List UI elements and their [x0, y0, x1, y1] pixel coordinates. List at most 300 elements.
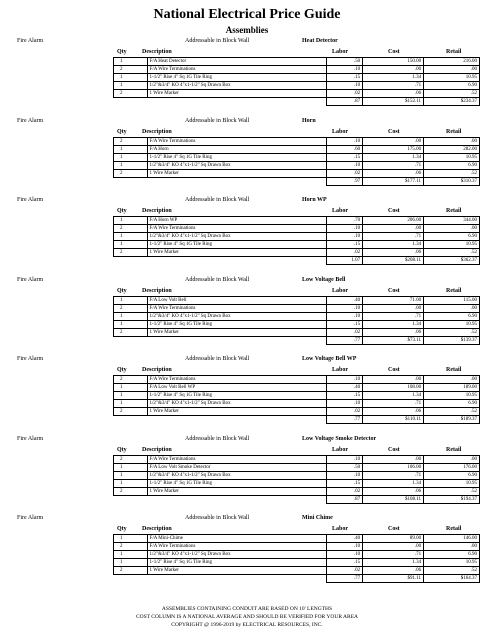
- assembly-section: [0, 435, 494, 515]
- column-header-retail: Retail: [446, 526, 462, 532]
- retail-cell: 115.00: [424, 296, 480, 304]
- qty-cell: 2: [114, 169, 148, 177]
- retail-cell: .00: [424, 225, 480, 233]
- cost-cell: .71: [363, 471, 424, 479]
- total-row: [114, 416, 480, 424]
- retail-cell: 10.95: [424, 241, 480, 249]
- description-cell: F/A Heat Detector: [147, 58, 327, 66]
- assembly-section: [0, 196, 494, 276]
- total-labor: .77: [327, 575, 363, 583]
- labor-cell: .02: [327, 90, 363, 98]
- labor-cell: .10: [327, 455, 363, 463]
- cost-cell: .71: [363, 233, 424, 241]
- total-cost: $177.11: [363, 177, 424, 185]
- qty-cell: 1: [114, 479, 148, 487]
- table-row: [114, 137, 480, 145]
- table-row: [114, 487, 480, 495]
- retail-cell: 6.90: [424, 400, 480, 408]
- labor-cell: .02: [327, 328, 363, 336]
- retail-cell: 6.90: [424, 471, 480, 479]
- cost-cell: 1.34: [363, 320, 424, 328]
- labor-cell: .10: [327, 400, 363, 408]
- labor-cell: .15: [327, 153, 363, 161]
- table-row: [114, 471, 480, 479]
- section-header: [0, 276, 494, 285]
- labor-cell: .02: [327, 408, 363, 416]
- qty-cell: 2: [114, 376, 148, 384]
- table-row: [114, 304, 480, 312]
- retail-cell: .52: [424, 487, 480, 495]
- column-header-description: Description: [142, 208, 172, 214]
- section-description: Addressable in Block Wall: [185, 117, 250, 124]
- table-row: [114, 145, 480, 153]
- description-cell: F/A Mini-Chime: [147, 535, 327, 543]
- description-cell: 1/2"&3/4" KO 4"x1-1/2" Sq Drawn Box: [147, 82, 327, 90]
- qty-cell: 1: [114, 217, 148, 225]
- total-cost: $73.11: [363, 336, 424, 344]
- section-description: Addressable in Block Wall: [185, 197, 250, 203]
- total-row: [114, 98, 480, 106]
- assembly-section: [0, 276, 494, 356]
- total-retail: $234.37: [424, 98, 480, 106]
- description-cell: 1-1/2" Rise 4" Sq 1G Tile Ring: [147, 479, 327, 487]
- table-row: [114, 225, 480, 233]
- table-row: [114, 567, 480, 575]
- labor-cell: .15: [327, 559, 363, 567]
- total-labor: .87: [327, 495, 363, 503]
- retail-cell: .00: [424, 137, 480, 145]
- labor-cell: .10: [327, 233, 363, 241]
- section-category: Fire Alarm: [17, 117, 44, 124]
- section-assembly-name: Horn: [302, 117, 316, 124]
- retail-cell: .52: [424, 90, 480, 98]
- cost-cell: 108.00: [363, 384, 424, 392]
- section-assembly-name: Low Voltage Smoke Detector: [302, 435, 377, 442]
- description-cell: 1/2"&3/4" KO 4"x1-1/2" Sq Drawn Box: [147, 312, 327, 320]
- qty-cell: 2: [114, 455, 148, 463]
- qty-cell: 1: [114, 471, 148, 479]
- column-header-row: [0, 205, 494, 215]
- column-header-description: Description: [142, 128, 172, 135]
- total-row: [114, 336, 480, 344]
- qty-cell: 1: [114, 233, 148, 241]
- column-header-description: Description: [142, 446, 172, 453]
- qty-cell: 1: [114, 145, 148, 153]
- section-header: [0, 196, 494, 205]
- cost-cell: 1.34: [363, 479, 424, 487]
- section-header: [0, 37, 494, 46]
- section-header: [0, 355, 494, 364]
- section-header: [0, 117, 494, 126]
- total-cost: $152.11: [363, 98, 424, 106]
- assembly-section: [0, 355, 494, 435]
- cost-cell: .71: [363, 551, 424, 559]
- cost-cell: 1.34: [363, 241, 424, 249]
- total-cost: $91.11: [363, 575, 424, 583]
- section-assembly-name: Horn WP: [302, 197, 327, 203]
- table-row: [114, 74, 480, 82]
- description-cell: F/A Low Volt Smoke Detector: [147, 463, 327, 471]
- labor-cell: .10: [327, 161, 363, 169]
- total-row: [114, 495, 480, 503]
- total-row: [114, 177, 480, 185]
- description-cell: F/A Low Volt Bell WP: [147, 384, 327, 392]
- column-header-labor: Labor: [332, 446, 349, 453]
- description-cell: F/A Wire Terminations: [147, 304, 327, 312]
- cost-cell: .00: [363, 66, 424, 74]
- column-header-row: [0, 364, 494, 374]
- description-cell: 1 Wire Marker: [147, 487, 327, 495]
- column-header-qty: Qty: [117, 49, 127, 55]
- description-cell: F/A Wire Terminations: [147, 455, 327, 463]
- total-row: [114, 575, 480, 583]
- labor-cell: .40: [327, 384, 363, 392]
- retail-cell: 176.00: [424, 463, 480, 471]
- column-header-cost: Cost: [388, 49, 400, 55]
- labor-cell: .50: [327, 58, 363, 66]
- section-header: [0, 514, 494, 523]
- column-header-retail: Retail: [446, 208, 462, 214]
- labor-cell: .10: [327, 551, 363, 559]
- qty-cell: 1: [114, 58, 148, 66]
- qty-cell: 1: [114, 400, 148, 408]
- description-cell: 1 Wire Marker: [147, 408, 327, 416]
- column-header-cost: Cost: [388, 128, 400, 135]
- total-cost: $108.11: [363, 495, 424, 503]
- description-cell: F/A Wire Terminations: [147, 376, 327, 384]
- column-header-labor: Labor: [332, 367, 349, 373]
- labor-cell: .10: [327, 225, 363, 233]
- qty-cell: 2: [114, 249, 148, 257]
- labor-cell: .15: [327, 320, 363, 328]
- column-header-retail: Retail: [446, 446, 462, 453]
- cost-cell: .71: [363, 82, 424, 90]
- cost-cell: 175.00: [363, 145, 424, 153]
- qty-cell: 1: [114, 82, 148, 90]
- section-assembly-name: Low Voltage Bell: [302, 276, 346, 283]
- column-header-description: Description: [142, 526, 172, 532]
- labor-cell: .70: [327, 217, 363, 225]
- retail-cell: 10.95: [424, 392, 480, 400]
- description-cell: 1-1/2" Rise 4" Sq 1G Tile Ring: [147, 241, 327, 249]
- description-cell: F/A Wire Terminations: [147, 66, 327, 74]
- retail-cell: .00: [424, 376, 480, 384]
- description-cell: 1 Wire Marker: [147, 328, 327, 336]
- labor-cell: .02: [327, 249, 363, 257]
- section-description: Addressable in Block Wall: [185, 356, 250, 362]
- section-assembly-name: Mini Chime: [302, 515, 333, 521]
- qty-cell: 1: [114, 153, 148, 161]
- page-subtitle: Assemblies: [225, 25, 269, 35]
- qty-cell: 1: [114, 384, 148, 392]
- total-retail: $139.37: [424, 336, 480, 344]
- column-header-row: [0, 523, 494, 533]
- retail-cell: 6.90: [424, 551, 480, 559]
- table-row: [114, 384, 480, 392]
- column-header-retail: Retail: [446, 287, 462, 294]
- retail-cell: .52: [424, 169, 480, 177]
- section-category: Fire Alarm: [17, 435, 44, 442]
- column-header-qty: Qty: [117, 367, 127, 373]
- total-labor: 1.07: [327, 257, 363, 265]
- labor-cell: .02: [327, 169, 363, 177]
- qty-cell: 1: [114, 392, 148, 400]
- column-header-row: [0, 285, 494, 295]
- retail-cell: 6.90: [424, 312, 480, 320]
- retail-cell: .00: [424, 543, 480, 551]
- description-cell: F/A Low Volt Bell: [147, 296, 327, 304]
- labor-cell: .10: [327, 471, 363, 479]
- qty-cell: 1: [114, 296, 148, 304]
- assembly-sections: [0, 37, 494, 594]
- column-header-labor: Labor: [332, 128, 349, 135]
- description-cell: 1/2"&3/4" KO 4"x1-1/2" Sq Drawn Box: [147, 161, 327, 169]
- table-row: [114, 400, 480, 408]
- retail-cell: 10.95: [424, 153, 480, 161]
- column-header-qty: Qty: [117, 287, 127, 294]
- retail-cell: .00: [424, 66, 480, 74]
- description-cell: F/A Horn WP: [147, 217, 327, 225]
- cost-cell: 206.00: [363, 217, 424, 225]
- cost-cell: .00: [363, 455, 424, 463]
- column-header-cost: Cost: [388, 208, 400, 214]
- total-row: [114, 257, 480, 265]
- cost-cell: .00: [363, 376, 424, 384]
- labor-cell: .50: [327, 463, 363, 471]
- table-row: [114, 90, 480, 98]
- qty-cell: 2: [114, 543, 148, 551]
- retail-cell: 216.00: [424, 58, 480, 66]
- labor-cell: .15: [327, 241, 363, 249]
- qty-cell: 1: [114, 74, 148, 82]
- table-row: [114, 463, 480, 471]
- table-row: [114, 328, 480, 336]
- labor-cell: .10: [327, 376, 363, 384]
- qty-cell: 1: [114, 312, 148, 320]
- qty-cell: 2: [114, 567, 148, 575]
- qty-cell: 1: [114, 320, 148, 328]
- column-header-cost: Cost: [388, 367, 400, 373]
- labor-cell: .10: [327, 137, 363, 145]
- labor-cell: .60: [327, 145, 363, 153]
- column-header-description: Description: [142, 367, 172, 373]
- cost-cell: .71: [363, 161, 424, 169]
- total-labor: .97: [327, 177, 363, 185]
- column-header-qty: Qty: [117, 526, 127, 532]
- retail-cell: 6.90: [424, 82, 480, 90]
- description-cell: 1-1/2" Rise 4" Sq 1G Tile Ring: [147, 320, 327, 328]
- qty-cell: 2: [114, 137, 148, 145]
- labor-cell: .02: [327, 567, 363, 575]
- description-cell: F/A Wire Terminations: [147, 225, 327, 233]
- column-header-cost: Cost: [388, 526, 400, 532]
- retail-cell: 10.95: [424, 74, 480, 82]
- labor-cell: .10: [327, 543, 363, 551]
- table-row: [114, 66, 480, 74]
- description-cell: 1-1/2" Rise 4" Sq 1G Tile Ring: [147, 153, 327, 161]
- qty-cell: 1: [114, 463, 148, 471]
- section-category: Fire Alarm: [17, 38, 44, 44]
- description-cell: 1/2"&3/4" KO 4"x1-1/2" Sq Drawn Box: [147, 471, 327, 479]
- column-header-description: Description: [142, 49, 172, 55]
- cost-cell: 1.34: [363, 153, 424, 161]
- cost-cell: .00: [363, 543, 424, 551]
- items-table: [113, 375, 480, 424]
- retail-cell: .52: [424, 567, 480, 575]
- cost-cell: .06: [363, 567, 424, 575]
- labor-cell: .15: [327, 392, 363, 400]
- table-row: [114, 161, 480, 169]
- section-category: Fire Alarm: [17, 276, 44, 283]
- labor-cell: .15: [327, 479, 363, 487]
- table-row: [114, 241, 480, 249]
- description-cell: F/A Wire Terminations: [147, 543, 327, 551]
- section-assembly-name: Low Voltage Bell WP: [302, 356, 357, 362]
- table-row: [114, 312, 480, 320]
- retail-cell: .00: [424, 455, 480, 463]
- total-retail: $310.37: [424, 177, 480, 185]
- column-header-retail: Retail: [446, 49, 462, 55]
- qty-cell: 1: [114, 559, 148, 567]
- column-header-labor: Labor: [332, 526, 349, 532]
- retail-cell: .52: [424, 328, 480, 336]
- column-header-labor: Labor: [332, 208, 349, 214]
- table-row: [114, 249, 480, 257]
- cost-cell: .71: [363, 400, 424, 408]
- items-table: [113, 216, 480, 265]
- labor-cell: .10: [327, 304, 363, 312]
- cost-cell: .71: [363, 312, 424, 320]
- table-row: [114, 392, 480, 400]
- qty-cell: 2: [114, 66, 148, 74]
- qty-cell: 2: [114, 90, 148, 98]
- description-cell: 1 Wire Marker: [147, 249, 327, 257]
- table-row: [114, 535, 480, 543]
- total-retail: $164.37: [424, 575, 480, 583]
- section-category: Fire Alarm: [17, 197, 44, 203]
- qty-cell: 1: [114, 241, 148, 249]
- retail-cell: 189.00: [424, 384, 480, 392]
- column-header-row: [0, 126, 494, 136]
- column-header-cost: Cost: [388, 287, 400, 294]
- cost-cell: 1.34: [363, 74, 424, 82]
- labor-cell: .40: [327, 535, 363, 543]
- cost-cell: 106.00: [363, 463, 424, 471]
- column-header-cost: Cost: [388, 446, 400, 453]
- section-category: Fire Alarm: [17, 356, 44, 362]
- items-table: [113, 57, 480, 106]
- section-description: Addressable in Block Wall: [185, 435, 250, 442]
- table-row: [114, 551, 480, 559]
- cost-cell: 71.00: [363, 296, 424, 304]
- total-labor: .77: [327, 416, 363, 424]
- total-retail: $189.37: [424, 416, 480, 424]
- assembly-section: [0, 117, 494, 197]
- section-assembly-name: Heat Detector: [302, 38, 338, 44]
- cost-cell: 1.34: [363, 559, 424, 567]
- table-row: [114, 559, 480, 567]
- total-retail: $194.37: [424, 495, 480, 503]
- description-cell: 1 Wire Marker: [147, 90, 327, 98]
- description-cell: F/A Wire Terminations: [147, 137, 327, 145]
- table-row: [114, 408, 480, 416]
- description-cell: 1 Wire Marker: [147, 169, 327, 177]
- column-header-row: [0, 46, 494, 56]
- cost-cell: 89.00: [363, 535, 424, 543]
- total-labor: .77: [327, 336, 363, 344]
- section-header: [0, 435, 494, 444]
- total-cost: $110.11: [363, 416, 424, 424]
- items-table: [113, 534, 480, 583]
- qty-cell: 1: [114, 535, 148, 543]
- retail-cell: 10.95: [424, 559, 480, 567]
- qty-cell: 2: [114, 487, 148, 495]
- table-row: [114, 82, 480, 90]
- items-table: [113, 137, 480, 186]
- column-header-retail: Retail: [446, 367, 462, 373]
- table-row: [114, 479, 480, 487]
- labor-cell: .10: [327, 66, 363, 74]
- page-title: National Electrical Price Guide: [153, 7, 341, 22]
- retail-cell: 282.00: [424, 145, 480, 153]
- qty-cell: 1: [114, 161, 148, 169]
- retail-cell: 10.95: [424, 479, 480, 487]
- column-header-labor: Labor: [332, 49, 349, 55]
- items-table: [113, 296, 480, 345]
- qty-cell: 2: [114, 225, 148, 233]
- description-cell: 1/2"&3/4" KO 4"x1-1/2" Sq Drawn Box: [147, 400, 327, 408]
- retail-cell: .52: [424, 408, 480, 416]
- cost-cell: .06: [363, 249, 424, 257]
- table-row: [114, 169, 480, 177]
- column-header-qty: Qty: [117, 208, 127, 214]
- section-description: Addressable in Block Wall: [185, 276, 250, 283]
- column-header-row: [0, 444, 494, 454]
- description-cell: F/A Horn: [147, 145, 327, 153]
- column-header-retail: Retail: [446, 128, 462, 135]
- section-category: Fire Alarm: [17, 515, 44, 521]
- description-cell: 1-1/2" Rise 4" Sq 1G Tile Ring: [147, 74, 327, 82]
- table-row: [114, 217, 480, 225]
- retail-cell: 6.90: [424, 233, 480, 241]
- section-description: Addressable in Block Wall: [185, 515, 250, 521]
- labor-cell: .02: [327, 487, 363, 495]
- assembly-section: [0, 37, 494, 117]
- cost-cell: .06: [363, 328, 424, 336]
- retail-cell: 344.00: [424, 217, 480, 225]
- retail-cell: .52: [424, 249, 480, 257]
- cost-cell: .06: [363, 90, 424, 98]
- cost-cell: .06: [363, 169, 424, 177]
- total-retail: $362.37: [424, 257, 480, 265]
- cost-cell: .00: [363, 225, 424, 233]
- description-cell: 1-1/2" Rise 4" Sq 1G Tile Ring: [147, 559, 327, 567]
- table-row: [114, 233, 480, 241]
- description-cell: 1/2"&3/4" KO 4"x1-1/2" Sq Drawn Box: [147, 551, 327, 559]
- cost-cell: 1.34: [363, 392, 424, 400]
- cost-cell: .00: [363, 137, 424, 145]
- column-header-labor: Labor: [332, 287, 349, 294]
- table-row: [114, 376, 480, 384]
- cost-cell: .06: [363, 408, 424, 416]
- table-row: [114, 455, 480, 463]
- qty-cell: 2: [114, 328, 148, 336]
- section-description: Addressable in Block Wall: [185, 38, 250, 44]
- labor-cell: .15: [327, 74, 363, 82]
- footer-note-cost: COST COLUMN IS A NATIONAL AVERAGE AND SHOULD BE VERIFIED FOR YOUR AREA: [135, 614, 359, 620]
- table-row: [114, 296, 480, 304]
- labor-cell: .10: [327, 82, 363, 90]
